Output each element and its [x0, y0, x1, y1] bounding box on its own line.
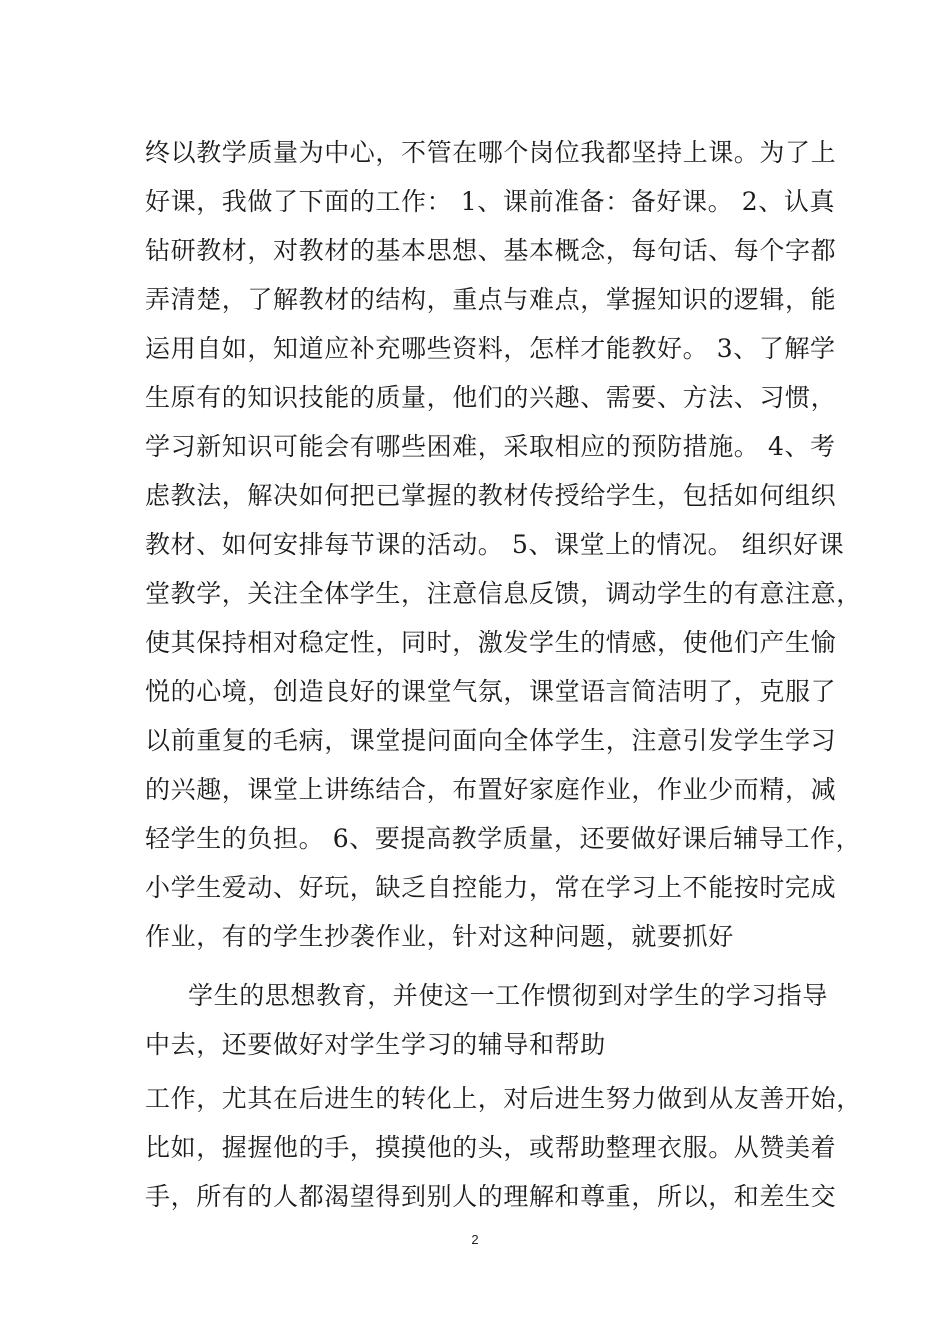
text-line: 手，所有的人都渴望得到别人的理解和尊重，所以，和差生交: [145, 1182, 837, 1211]
page-number: 2: [471, 1232, 479, 1247]
paragraph-first-line: 学生的思想教育，并使这一工作惯彻到对学生的学习指导: [188, 981, 829, 1010]
text-line: 的兴趣，课堂上讲练结合，布置好家庭作业，作业少而精，减: [145, 775, 837, 804]
text-line: 以前重复的毛病，课堂提问面向全体学生，注意引发学生学习: [145, 726, 837, 755]
text-line: 虑教法，解决如何把已掌握的教材传授给学生，包括如何组织: [145, 481, 837, 510]
text-line: 教材、如何安排每节课的活动。 5、课堂上的情况。 组织好课: [145, 530, 845, 559]
text-line: 使其保持相对稳定性，同时，激发学生的情感，使他们产生愉: [145, 628, 837, 657]
text-line: 弄清楚，了解教材的结构，重点与难点，掌握知识的逻辑，能: [145, 285, 837, 314]
text-line: 中去，还要做好对学生学习的辅导和帮助: [145, 1030, 606, 1059]
text-line: 堂教学，关注全体学生，注意信息反馈，调动学生的有意注意，: [145, 579, 862, 608]
text-line: 小学生爱动、好玩，缺乏自控能力，常在学习上不能按时完成: [145, 873, 837, 902]
text-line: 终以教学质量为中心，不管在哪个岗位我都坚持上课。为了上: [145, 138, 837, 167]
text-line: 钻研教材，对教材的基本思想、基本概念，每句话、每个字都: [145, 236, 837, 265]
text-line: 比如，握握他的手，摸摸他的头，或帮助整理衣服。从赞美着: [145, 1133, 837, 1162]
text-line: 悦的心境，创造良好的课堂气氛，课堂语言简洁明了，克服了: [145, 677, 837, 706]
text-line: 轻学生的负担。 6、要提高教学质量，还要做好课后辅导工作，: [145, 824, 862, 853]
text-line: 运用自如，知道应补充哪些资料，怎样才能教好。 3、了解学: [145, 334, 836, 363]
text-line: 生原有的知识技能的质量，他们的兴趣、需要、方法、习惯，: [145, 383, 837, 412]
text-line: 工作，尤其在后进生的转化上，对后进生努力做到从友善开始，: [145, 1084, 862, 1113]
text-line: 好课，我做了下面的工作： 1、课前准备：备好课。 2、认真: [145, 187, 836, 216]
text-line: 学习新知识可能会有哪些困难，采取相应的预防措施。 4、考: [145, 432, 836, 461]
text-line: 作业，有的学生抄袭作业，针对这种问题，就要抓好: [145, 922, 734, 951]
